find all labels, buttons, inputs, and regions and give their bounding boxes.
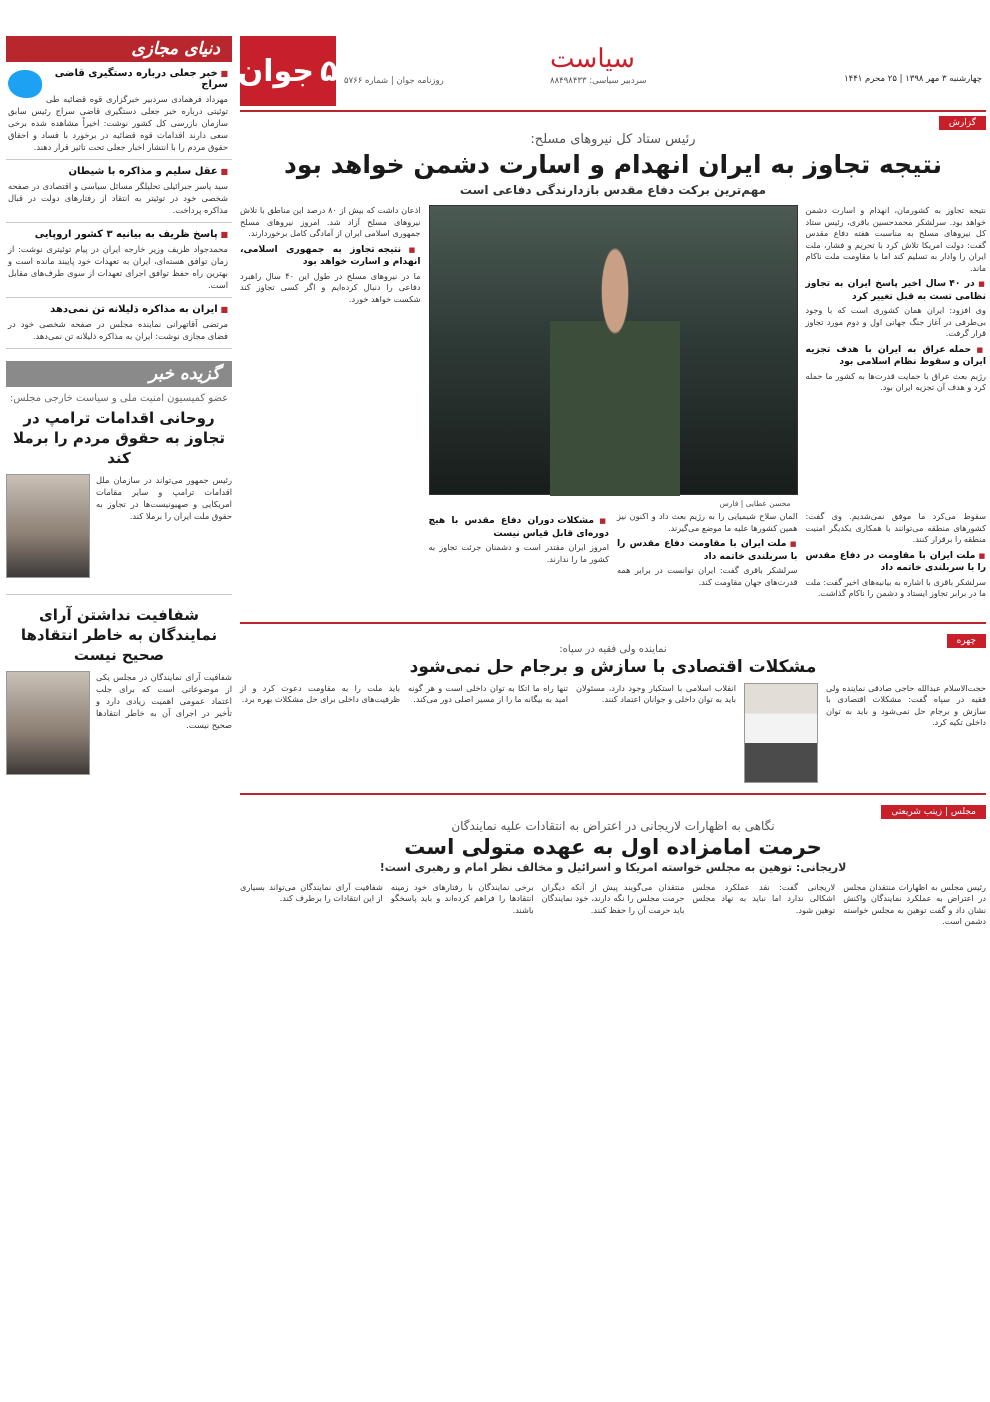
twitter-bird-icon (8, 70, 42, 98)
article-column: لاریجانی گفت: نقد عملکرد مجلس اشکالی ندارد اما نباید به نهاد مجلس توهین شود. (692, 881, 836, 915)
column-subheading: ■ ملت ایران با مقاومت در دفاع مقدس را با سربلندی خاتمه داد (806, 550, 987, 574)
sidebar-item-body: سید یاسر جبرائیلی تحلیلگر مسائل سیاسی و اقتصادی در صفحه شخصی خود در توئیتر به انتقاد از رفتارهای دولت در قبال مذاکره پرداخت. (8, 181, 228, 215)
lead-headline[interactable]: نتیجه تجاوز به ایران انهدام و اسارت دشمن خواهد بود (284, 150, 942, 179)
article-column: شفافیت آرای نمایندگان می‌تواند بسیاری از این انتقادات را برطرف کند. (240, 881, 383, 903)
article-column: باید ملت را به مقاومت دعوت کرد و از ظرفیت‌های داخلی برای حل مشکلات بهره برد. (240, 682, 400, 704)
article-column (240, 205, 421, 495)
speaker-figure (550, 246, 680, 496)
issue-date: چهارشنبه ۳ مهر ۱۳۹۸ | ۲۵ محرم ۱۴۴۱ (844, 74, 982, 84)
newspaper-logo[interactable] (237, 36, 339, 106)
story-columns (240, 683, 986, 783)
column-paragraph: سرلشکر باقری گفت: ایران توانست در برابر همه قدرت‌های جهان مقاومت کند. (617, 565, 798, 587)
article-column (806, 511, 987, 604)
story-kicker: نماینده ولی فقیه در سپاه: (559, 643, 667, 655)
column-paragraph: ما در نیروهای مسلح در طول این ۴۰ سال راهبرد دفاعی را دنبال کرده‌ایم و اگر کسی تجاوز کند شکست خواهد خورد. (240, 270, 421, 304)
logo-text: جوان (237, 53, 314, 89)
article-column (617, 511, 798, 604)
column-paragraph: امروز ایران مقتدر است و دشمنان جرئت تجاوز به کشور ما را ندارند. (428, 542, 609, 564)
column-paragraph: نتیجه تجاوز به کشورمان، انهدام و اسارت دشمن خواهد بود. سرلشکر محمدحسین باقری، رئیس ستاد کل نیروهای مسلح به مناسبت هفته دفاع مقدس گفت: دولت امریکا تلاش کرد با تحریم و فشار، ملت ایران را وادار به تسلیم کند اما با مقاومت ملت ناکام ماند. (805, 205, 986, 273)
sidebar-news-item (6, 223, 232, 298)
article-column (806, 205, 987, 495)
article-column: برخی نمایندگان با رفتارهای خود زمینه انتقادها را فراهم کرده‌اند و باید پاسخگو باشند. (390, 881, 534, 915)
article-column: تنها راه ما اتکا به توان داخلی است و هر گونه امید به بیگانه ما را از مسیر اصلی دور می‌کند. (408, 682, 568, 704)
sidebar-item-body: محمدجواد ظریف وزیر خارجه ایران در پیام توئیتری نوشت: از زمان توافق هسته‌ای، ایران به تعهدات خود پایبند مانده است و بهترین راه حفظ توافق اجرای تعهدات از سوی طرف‌های مقابل است. (8, 244, 228, 290)
section-tag: گزارش (939, 116, 986, 130)
guest-body: رئیس جمهور می‌تواند در سازمان ملل اقدامات ترامپ و سایر مقامات امریکایی و صهیونیست‌ها در تجاوز به حقوق ملت ایران را برملا کند. (96, 475, 232, 521)
sidebar-item-title[interactable]: ■ پاسخ ظریف به بیانیه ۳ کشور اروپایی (8, 229, 228, 240)
story-headline[interactable]: حرمت امامزاده اول به عهده متولی است (404, 834, 822, 859)
column-paragraph: المان سلاح شیمیایی را به رژیم بعث داد و اکنون نیز همین کشورها علیه ما موضع می‌گیرند. (617, 511, 798, 533)
article-column: رئیس مجلس به اظهارات منتقدان مجلس در اعتراض به عملکرد نمایندگان واکنش نشان داد و گفت توهین به مجلس خواسته دشمن است. (843, 881, 986, 926)
article-column: انقلاب اسلامی با استکبار وجود دارد، مسئولان باید به توان داخلی و جوانان اعتماد کنند. (576, 682, 736, 704)
column-subheading: ■ در ۴۰ سال اخیر پاسخ ایران به تجاوز نظامی تست به قبل تغییر کرد (806, 278, 987, 302)
lead-columns-lower (240, 511, 986, 604)
guest-title[interactable]: روحانی اقدامات ترامپ در تجاوز به حقوق مردم را برملا کند (12, 409, 226, 467)
sidebar-item-body: مهرداد فرهمادی سردبیر خبرگزاری قوه قضائیه طی توئیتی درباره خبر جعلی دستگیری قاضی سراج رئیس سابق سازمان بازرسی کل کشور نوشت: اخیراً مشاهده شده برخی سعی دارند اقدامات قوه قضائیه در برخورد با فساد و احقاق حقوق مردم را با انتشار اخبار جعلی تحت تاثیر قرار دهند. (8, 94, 228, 152)
column-paragraph: سرلشکر باقری با اشاره به بیانیه‌های اخیر گفت: ملت ما در برابر تجاوز ایستاد و دشمن را ناکام گذاشت. (805, 576, 986, 598)
guest-section-title: گزیده خبر (6, 361, 232, 387)
guest-body: شفافیت آرای نمایندگان در مجلس یکی از موضوعاتی است که برای جلب اعتماد عمومی اهمیت زیادی دارد و تأخیر در اجرای آن به خاطر انتقادها صحیح نیست. (96, 672, 232, 730)
story-columns (240, 882, 986, 928)
portrait-photo (744, 683, 818, 783)
article-column (429, 511, 610, 604)
publication-info: روزنامه جوان | شماره ۵۷۶۶ (344, 76, 444, 86)
story-kicker: نگاهی به اظهارات لاریجانی در اعتراض به انتقادات علیه نمایندگان (451, 818, 775, 833)
sidebar-news-item (6, 160, 232, 223)
sidebar (6, 36, 232, 1396)
column-paragraph: سقوط می‌کرد ما موفق نمی‌شدیم. وی گفت: کشورهای منطقه می‌توانند با همکاری یکدیگر امنیت منطقه را برقرار کنند. (805, 511, 986, 544)
lead-photo (429, 205, 798, 508)
column-paragraph: رژیم بعث عراق با حمایت قدرت‌ها به کشور ما حمله کرد و هدف آن تجزیه ایران بود. (805, 370, 986, 392)
sidebar-item-body: مرتضی آقاتهرانی نماینده مجلس در صفحه شخصی خود در فضای مجازی نوشت: ایران به مذاکره ذلیلانه تن نمی‌دهد. (8, 319, 228, 341)
parliament-story (240, 793, 986, 928)
lead-subhead: مهم‌ترین برکت دفاع مقدس بازدارندگی دفاعی است (459, 183, 767, 197)
sidebar-section-title: دنیای مجازی (6, 36, 232, 62)
guest-article (6, 594, 232, 779)
section-tag: مجلس | زینب شریعتی (881, 805, 986, 819)
portrait-photo (6, 671, 90, 775)
sidebar-news-item (6, 62, 232, 160)
page-number: ۵ (320, 53, 339, 89)
column-subheading: ■ نتیجه تجاوز به جمهوری اسلامی، انهدام و اسارت خواهد بود (240, 244, 421, 268)
photo-caption: محسن عطایی | فارس (719, 499, 791, 508)
story-subhead: لاریجانی: توهین به مجلس خواسته امریکا و اسرائیل و مخالف نظر امام و رهبری است! (379, 860, 847, 874)
sidebar-item-title[interactable]: ■ خبر جعلی درباره دستگیری قاضی سراج (8, 68, 228, 90)
guest-title[interactable]: شفافیت نداشتن آرای نمایندگان به خاطر انتقادها صحیح نیست (20, 606, 218, 664)
editor-contact: سردبیر سیاسی: ۸۸۴۹۸۴۳۳ (550, 76, 647, 86)
article-column (240, 511, 421, 604)
sidebar-news-item (6, 298, 232, 349)
story-headline[interactable]: مشکلات اقتصادی با سازش و برجام حل نمی‌شود (409, 656, 817, 677)
article-column: حجت‌الاسلام عبدالله حاجی صادقی نماینده ولی فقیه در سپاه گفت: مشکلات اقتصادی با سازش و برجام حل نمی‌شود و باید به توان داخلی تکیه کرد. (826, 682, 986, 727)
sidebar-item-title[interactable]: ■ عقل سلیم و مذاکره با شیطان (8, 166, 228, 177)
section-name: سیاست (550, 44, 635, 74)
column-subheading: ■ مشکلات دوران دفاع مقدس با هیچ دوره‌ای قابل قیاس نیست (429, 515, 610, 539)
main-content (237, 36, 986, 1396)
column-paragraph: وی افزود: ایران همان کشوری است که با وجود بی‌طرفی در آغاز جنگ جهانی اول و دوم مورد تجاوز قرار گرفت. (805, 305, 986, 338)
section-tag: چهره (947, 634, 986, 648)
secondary-story (240, 622, 986, 783)
lead-columns (240, 205, 986, 508)
article-column: منتقدان می‌گویند پیش از آنکه دیگران حرمت مجلس را نگه دارند، خود نمایندگان باید حرمت آن را حفظ کنند. (541, 881, 685, 915)
sidebar-item-title[interactable]: ■ ایران به مذاکره ذلیلانه تن نمی‌دهد (8, 304, 228, 315)
column-subheading: ■ ملت ایران با مقاومت دفاع مقدس را با سربلندی خاتمه داد (617, 538, 798, 562)
lead-kicker: رئیس ستاد کل نیروهای مسلح: (530, 132, 696, 147)
guest-article (6, 393, 232, 582)
guest-kicker: عضو کمیسیون امنیت ملی و سیاست خارجی مجلس: (9, 393, 229, 404)
column-subheading: ■ حمله عراق به ایران با هدف تجزیه ایران و سقوط نظام اسلامی بود (806, 344, 987, 368)
masthead (237, 36, 986, 112)
portrait-photo (6, 474, 90, 578)
column-paragraph: اذعان داشت که بیش از ۸۰ درصد این مناطق با تلاش نیروهای مسلح آزاد شد. امروز نیروهای مسلح جمهوری اسلامی ایران از آمادگی کامل برخوردارند. (240, 205, 421, 238)
